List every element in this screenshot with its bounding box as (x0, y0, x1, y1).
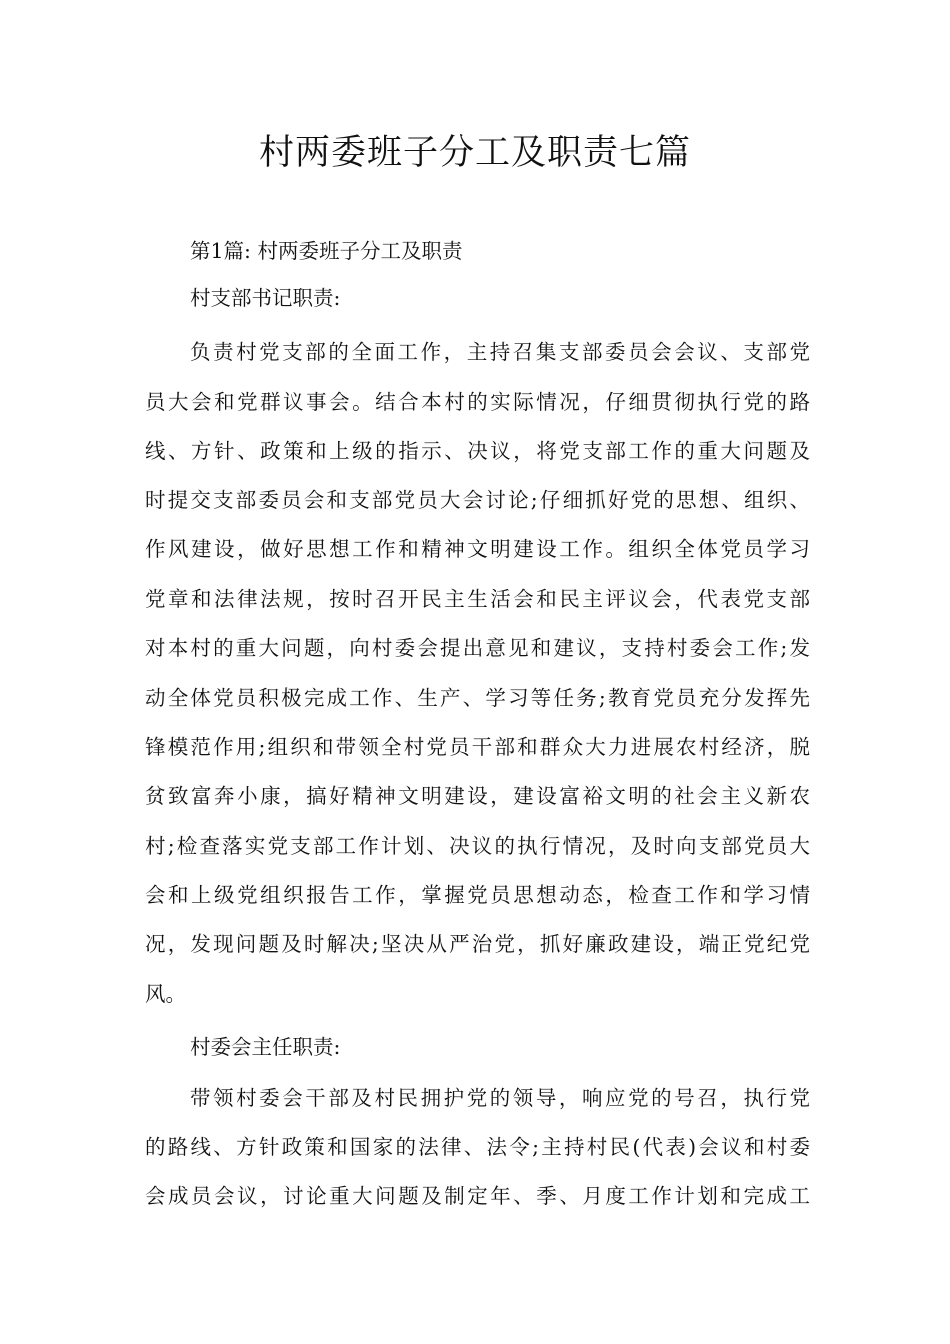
paragraph-line: 况，发现问题及时解决;坚决从严治党，抓好廉政建设，端正党纪党 (145, 932, 810, 956)
paragraph-line: 村;检查落实党支部工作计划、决议的执行情况，及时向支部党员大 (145, 834, 810, 858)
paragraph-line: 作风建设，做好思想工作和精神文明建设工作。组织全体党员学习 (145, 537, 810, 561)
paragraph-line: 会和上级党组织报告工作，掌握党员思想动态，检查工作和学习情 (145, 883, 810, 907)
document-title: 村两委班子分工及职责七篇 (258, 133, 691, 173)
subheading-director: 村委会主任职责: (190, 1035, 341, 1059)
paragraph-line: 风。 (145, 982, 186, 1006)
paragraph-line: 贫致富奔小康，搞好精神文明建设，建设富裕文明的社会主义新农 (145, 784, 810, 808)
paragraph-line: 锋模范作用;组织和带领全村党员干部和群众大力进展农村经济，脱 (145, 735, 810, 759)
section-heading: 第1篇: 村两委班子分工及职责 (190, 239, 463, 263)
paragraph-line: 负责村党支部的全面工作，主持召集支部委员会会议、支部党 (190, 340, 810, 364)
paragraph-line: 员大会和党群议事会。结合本村的实际情况，仔细贯彻执行党的路 (145, 390, 810, 414)
subheading-secretary: 村支部书记职责: (190, 286, 341, 310)
paragraph-line: 时提交支部委员会和支部党员大会讨论;仔细抓好党的思想、组织、 (145, 488, 810, 512)
paragraph-line: 会成员会议，讨论重大问题及制定年、季、月度工作计划和完成工 (145, 1184, 810, 1208)
paragraph-line: 动全体党员积极完成工作、生产、学习等任务;教育党员充分发挥先 (145, 686, 810, 710)
paragraph-line: 线、方针、政策和上级的指示、决议，将党支部工作的重大问题及 (145, 439, 810, 463)
paragraph-line: 的路线、方针政策和国家的法律、法令;主持村民(代表)会议和村委 (145, 1135, 810, 1159)
paragraph-line: 党章和法律法规，按时召开民主生活会和民主评议会，代表党支部 (145, 587, 810, 611)
paragraph-line: 带领村委会干部及村民拥护党的领导，响应党的号召，执行党 (190, 1086, 810, 1110)
paragraph-line: 对本村的重大问题，向村委会提出意见和建议，支持村委会工作;发 (145, 636, 810, 660)
